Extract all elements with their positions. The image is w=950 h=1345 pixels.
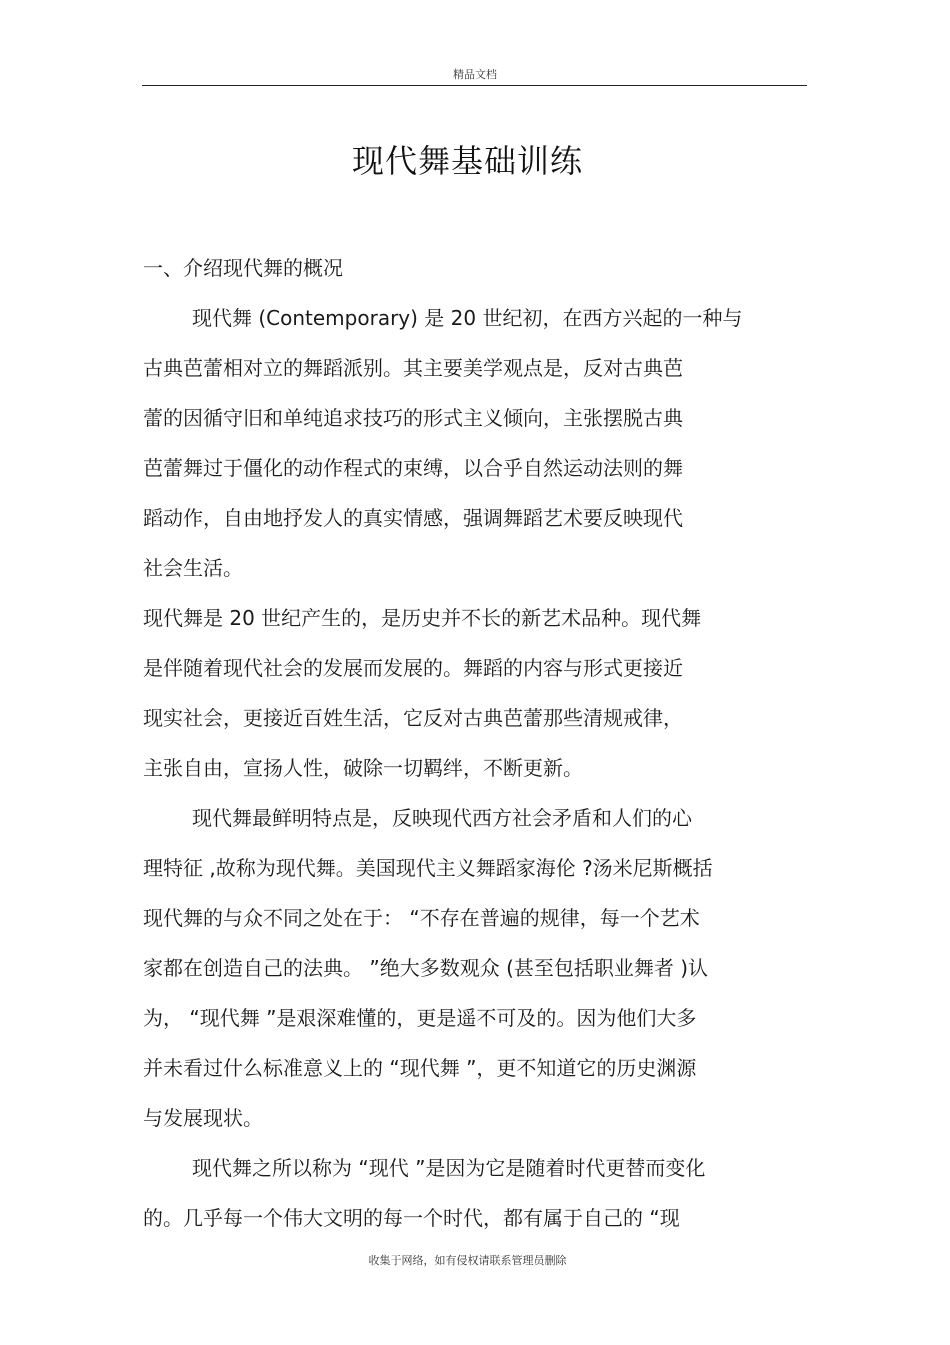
body-line: 蹈动作，自由地抒发人的真实情感，强调舞蹈艺术要反映现代 (143, 506, 683, 530)
body-line: 芭蕾舞过于僵化的动作程式的束缚，以合乎自然运动法则的舞 (143, 456, 683, 480)
section-heading: 一、介绍现代舞的概况 (143, 256, 343, 280)
header-divider (142, 85, 807, 86)
body-line: 现代舞 (Contemporary) 是 20 世纪初，在西方兴起的一种与 (192, 306, 743, 330)
body-line: 并未看过什么标准意义上的 “现代舞 ”，更不知道它的历史渊源 (143, 1056, 697, 1080)
body-line: 家都在创造自己的法典。 ”绝大多数观众 (甚至包括职业舞者 )认 (143, 956, 709, 980)
body-line: 现代舞之所以称为 “现代 ”是因为它是随着时代更替而变化 (192, 1156, 706, 1180)
body-line: 理特征 ,故称为现代舞。美国现代主义舞蹈家海伦 ?汤米尼斯概括 (143, 856, 713, 880)
body-line: 为， “现代舞 ”是艰深难懂的，更是遥不可及的。因为他们大多 (143, 1006, 697, 1030)
body-line: 现代舞的与众不同之处在于： “不存在普遍的规律，每一个艺术 (143, 906, 700, 930)
document-title: 现代舞基础训练 (351, 142, 583, 180)
body-line: 现代舞最鲜明特点是，反映现代西方社会矛盾和人们的心 (192, 806, 692, 830)
page-header: 精品文档 (453, 68, 497, 81)
body-line: 与发展现状。 (143, 1106, 263, 1130)
body-line: 现代舞是 20 世纪产生的，是历史并不长的新艺术品种。现代舞 (143, 606, 702, 630)
page-footer: 收集于网络，如有侵权请联系管理员删除 (368, 1254, 567, 1267)
body-line: 古典芭蕾相对立的舞蹈派别。其主要美学观点是，反对古典芭 (143, 356, 683, 380)
body-line: 的。几乎每一个伟大文明的每一个时代，都有属于自己的 “现 (143, 1206, 680, 1230)
body-line: 主张自由，宣扬人性，破除一切羁绊，不断更新。 (143, 756, 583, 780)
body-line: 是伴随着现代社会的发展而发展的。舞蹈的内容与形式更接近 (143, 656, 683, 680)
body-line: 现实社会，更接近百姓生活，它反对古典芭蕾那些清规戒律， (143, 706, 683, 730)
body-line: 蕾的因循守旧和单纯追求技巧的形式主义倾向，主张摆脱古典 (143, 406, 683, 430)
body-line: 社会生活。 (143, 556, 243, 580)
